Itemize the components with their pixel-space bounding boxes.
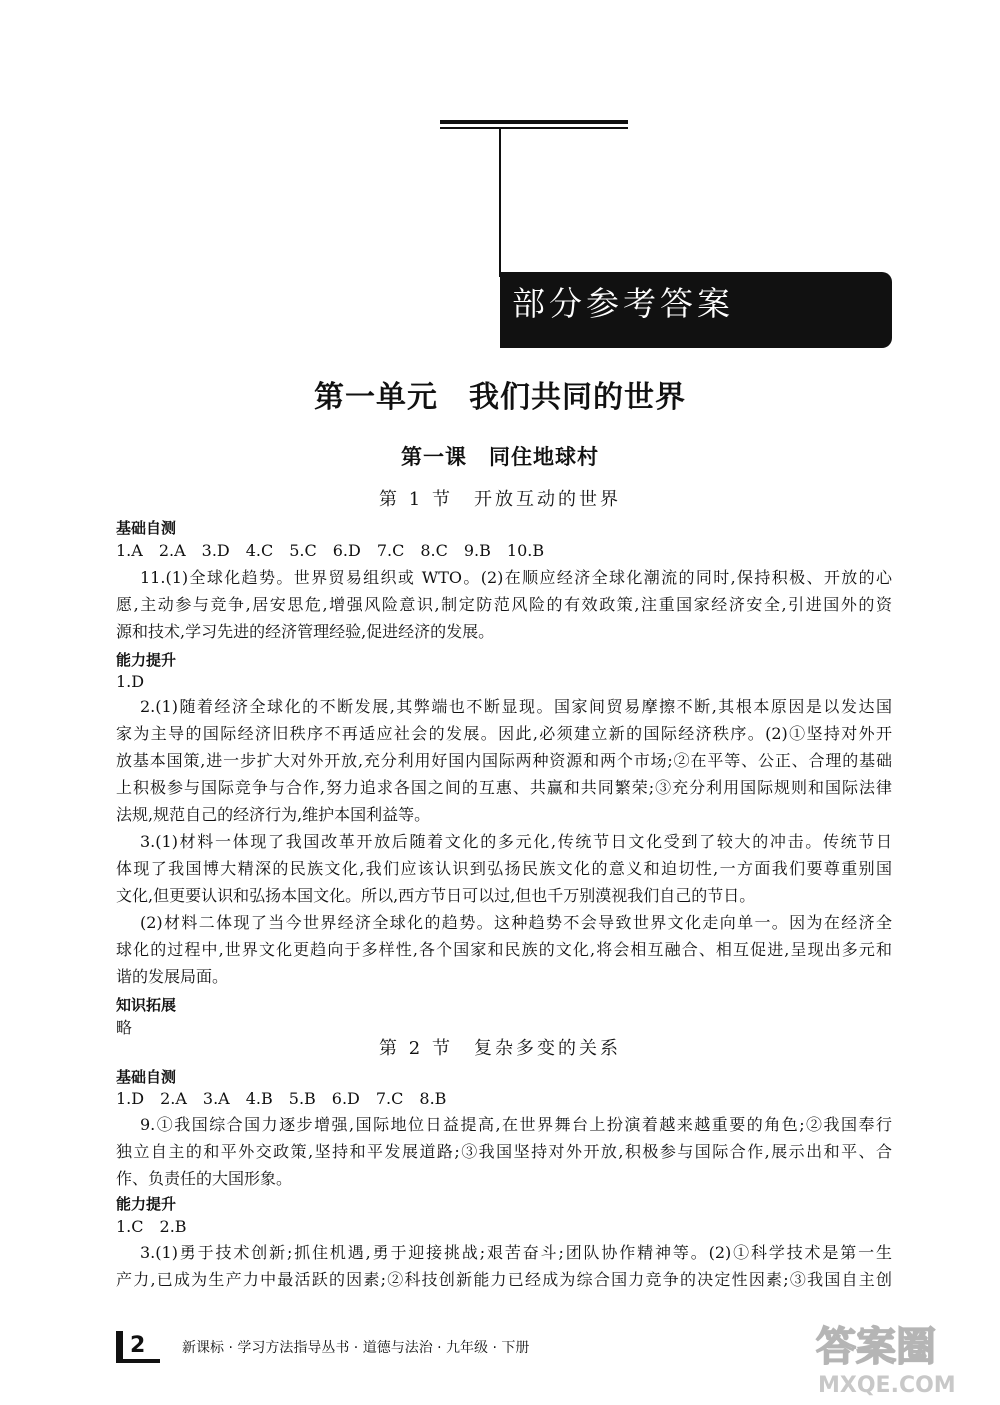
section-2-q9-line-1: 9.①我国综合国力逐步增强,国际地位日益提高,在世界舞台上扮演着越来越重要的角色;②我国奉行 (140, 1115, 892, 1134)
section-2-q9-line-3: 作、负责任的大国形象。 (116, 1169, 293, 1188)
section-1-q3-1-line-1: 3.(1)材料一体现了我国改革开放后随着文化的多元化,传统节日文化受到了较大的冲击。传统节日 (140, 832, 892, 851)
header-rule-bottom (440, 127, 628, 129)
section-1-q3-2-line-2: 球化的过程中,世界文化更趋向于多样性,各个国家和民族的文化,将会相互融合、相互促进,呈现出多元和 (116, 940, 892, 959)
section-1-q3-1-line-3: 文化,但更要认识和弘扬本国文化。所以,西方节日可以过,但也千万别漠视我们自己的节日。 (116, 886, 756, 905)
header-rule-top (440, 120, 628, 124)
section-2-q9-line-2: 独立自主的和平外交政策,坚持和平发展道路;③我国坚持对外开放,积极参与国际合作,展示出和平、合 (116, 1142, 892, 1161)
lesson-title: 第一课 同住地球村 (401, 445, 599, 469)
unit-title: 第一单元 我们共同的世界 (314, 380, 686, 415)
section-1-extend-answer: 略 (116, 1018, 133, 1037)
section-1-q2-line-3: 放基本国策,进一步扩大对外开放,充分利用好国内国际两种资源和两个市场;②在平等、公正、合理的基础 (116, 751, 892, 770)
section-1-q2-line-1: 2.(1)随着经济全球化的不断发展,其弊端也不断显现。国家间贸易摩擦不断,其根本原因是以发达国 (140, 697, 892, 716)
section-1-q11-line-1: 11.(1)全球化趋势。世界贸易组织或 WTO。(2)在顺应经济全球化潮流的同时,保持积极、开放的心 (140, 568, 892, 587)
section-1-q3-2-line-3: 谐的发展局面。 (116, 967, 229, 986)
section-1-title: 第 1 节 开放互动的世界 (379, 489, 621, 510)
footer-rule (116, 1359, 160, 1363)
watermark-logo (812, 1316, 982, 1398)
section-2-ability-answers: 1.C 2.B (116, 1217, 187, 1236)
footer-marker-bar (116, 1331, 123, 1361)
section-1-q2-line-4: 上积极参与国际竞争与合作,努力追求各国之间的互惠、共赢和共同繁荣;③充分利用国际规则和国际法律 (116, 778, 892, 797)
section-1-ability-heading: 能力提升 (116, 651, 177, 669)
section-1-q11-line-3: 源和技术,学习先进的经济管理经验,促进经济的发展。 (116, 622, 495, 641)
section-1-q3-2-line-1: (2)材料二体现了当今世界经济全球化的趋势。这种趋势不会导致世界文化走向单一。因为在经济全 (140, 913, 892, 932)
header-vertical-rule (499, 127, 501, 277)
section-1-q2-line-5: 法规,规范自己的经济行为,维护本国利益等。 (116, 805, 431, 824)
svg-text:答案圈: 答案圈 (816, 1324, 936, 1370)
book-series-title: 新课标 · 学习方法指导丛书 · 道德与法治 · 九年级 · 下册 (182, 1340, 530, 1356)
section-1-extend-heading: 知识拓展 (116, 996, 177, 1014)
section-1-q2-line-2: 家为主导的国际经济旧秩序不再适应社会的发展。因此,必须建立新的国际经济秩序。(2)①坚持对外开 (116, 724, 892, 743)
section-2-basic-heading: 基础自测 (116, 1068, 177, 1086)
page-number: 2 (130, 1333, 146, 1358)
section-1-basic-heading: 基础自测 (116, 519, 177, 537)
section-2-basic-answers: 1.D 2.A 3.A 4.B 5.B 6.D 7.C 8.B (116, 1089, 447, 1108)
section-2-ability-heading: 能力提升 (116, 1195, 177, 1213)
svg-text:MXQE.COM: MXQE.COM (818, 1373, 956, 1398)
section-2-q3-line-2: 产力,已成为生产力中最活跃的因素;②科技创新能力已经成为综合国力竞争的决定性因素;③我国自主创 (116, 1270, 892, 1289)
banner-title: 部分参考答案 (512, 284, 734, 323)
section-1-q3-1-line-2: 体现了我国博大精深的民族文化,我们应该认识到弘扬民族文化的意义和迫切性,一方面我们要尊重别国 (116, 859, 892, 878)
section-1-ability-answers: 1.D (116, 672, 145, 691)
section-1-basic-answers: 1.A 2.A 3.D 4.C 5.C 6.D 7.C 8.C 9.B 10.B (116, 541, 545, 560)
section-1-q11-line-2: 愿,主动参与竞争,居安思危,增强风险意识,制定防范风险的有效政策,注重国家经济安全,引进国外的资 (116, 595, 892, 614)
section-2-q3-line-1: 3.(1)勇于技术创新;抓住机遇,勇于迎接挑战;艰苦奋斗;团队协作精神等。(2)①科学技术是第一生 (140, 1243, 892, 1262)
section-2-title: 第 2 节 复杂多变的关系 (379, 1038, 621, 1059)
